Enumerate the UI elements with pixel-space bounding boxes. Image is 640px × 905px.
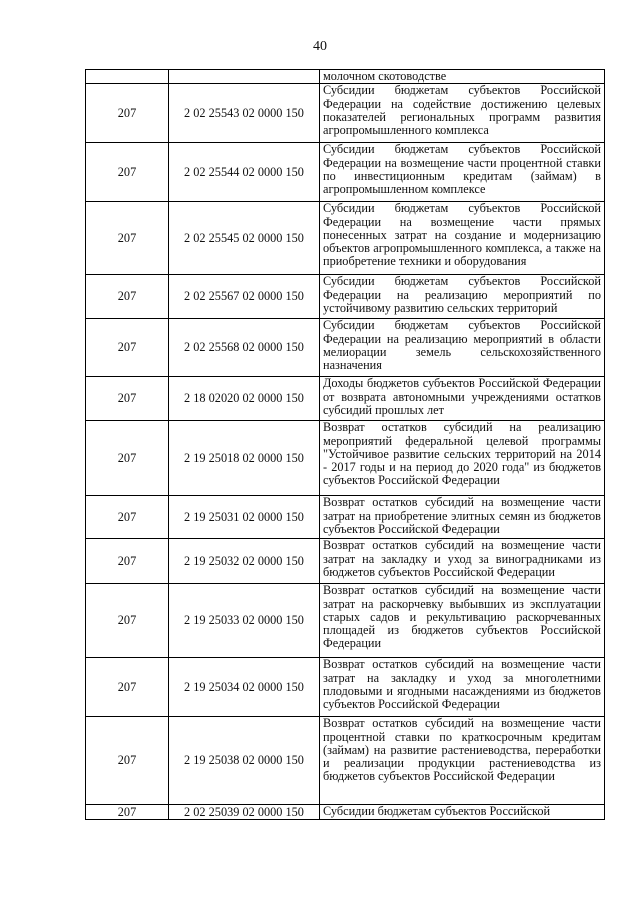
table-row [86,584,605,658]
revenue-name-cell: Возврат остатков субсидий на возмещение части затрат на раскорчевку выбывших из эксплуатации старых садов и рекультивацию раскорчеванных площадей из бюджетов субъектов Российской Федерации [320,584,605,658]
admin-code-cell: 207 [86,658,169,717]
table-row [86,377,605,421]
revenue-code-cell: 2 19 25033 02 0000 150 [169,584,320,658]
admin-code-cell: 207 [86,584,169,658]
admin-code-cell: 207 [86,717,169,805]
admin-code-cell: 207 [86,539,169,584]
revenue-code-cell [169,70,320,84]
table-row [86,70,605,84]
admin-code-cell: 207 [86,377,169,421]
revenue-code-cell: 2 19 25018 02 0000 150 [169,421,320,496]
revenue-code-cell: 2 19 25038 02 0000 150 [169,717,320,805]
table-row [86,496,605,539]
revenue-code-cell: 2 02 25568 02 0000 150 [169,319,320,377]
table-row [86,717,605,805]
revenue-code-cell: 2 19 25031 02 0000 150 [169,496,320,539]
revenue-code-cell: 2 02 25039 02 0000 150 [169,805,320,820]
table-row [86,421,605,496]
page-number: 40 [313,39,327,54]
revenue-name-cell: Возврат остатков субсидий на реализацию мероприятий федеральной целевой программы "Устойчивое развитие сельских территорий на 2014 - 2017 годы и на период до 2020 года" из бюджетов субъектов Российской Федерации [320,421,605,496]
admin-code-cell [86,70,169,84]
table-row [86,275,605,319]
revenue-name-cell: Субсидии бюджетам субъектов Российской Федерации на реализацию мероприятий по устойчивому развитию сельских территорий [320,275,605,319]
admin-code-cell: 207 [86,143,169,202]
table-row [86,319,605,377]
revenue-code-cell: 2 19 25032 02 0000 150 [169,539,320,584]
table-row [86,539,605,584]
revenue-name-cell: молочном скотоводстве [320,70,605,84]
admin-code-cell: 207 [86,202,169,275]
admin-code-cell: 207 [86,319,169,377]
revenue-name-cell: Субсидии бюджетам субъектов Российской Федерации на возмещение части прямых понесенных затрат на создание и модернизацию объектов агропромышленного комплекса, а также на приобретение техники и оборудования [320,202,605,275]
table-row [86,143,605,202]
revenue-code-cell: 2 02 25545 02 0000 150 [169,202,320,275]
revenue-name-cell: Субсидии бюджетам субъектов Российской Федерации на реализацию мероприятий в области мелиорации земель сельскохозяйственного назначения [320,319,605,377]
admin-code-cell: 207 [86,421,169,496]
admin-code-cell: 207 [86,496,169,539]
revenue-name-cell: Возврат остатков субсидий на возмещение части затрат на приобретение элитных семян из бюджетов субъектов Российской Федерации [320,496,605,539]
revenue-code-cell: 2 02 25567 02 0000 150 [169,275,320,319]
table-row [86,805,605,820]
admin-code-cell: 207 [86,84,169,143]
revenue-codes-table [85,69,605,820]
table-row [86,202,605,275]
revenue-name-cell: Доходы бюджетов субъектов Российской Федерации от возврата автономными учреждениями остатков субсидий прошлых лет [320,377,605,421]
revenue-code-cell: 2 02 25543 02 0000 150 [169,84,320,143]
table-row [86,658,605,717]
revenue-code-cell: 2 02 25544 02 0000 150 [169,143,320,202]
revenue-name-cell: Субсидии бюджетам субъектов Российской [320,805,605,820]
revenue-code-cell: 2 18 02020 02 0000 150 [169,377,320,421]
table-row [86,84,605,143]
revenue-name-cell: Субсидии бюджетам субъектов Российской Федерации на содействие достижению целевых показателей региональных программ развития агропромышленного комплекса [320,84,605,143]
revenue-name-cell: Субсидии бюджетам субъектов Российской Федерации на возмещение части процентной ставки по инвестиционным кредитам (займам) в агропромышленном комплексе [320,143,605,202]
revenue-name-cell: Возврат остатков субсидий на возмещение части затрат на закладку и уход за виноградниками из бюджетов субъектов Российской Федерации [320,539,605,584]
revenue-code-cell: 2 19 25034 02 0000 150 [169,658,320,717]
admin-code-cell: 207 [86,805,169,820]
admin-code-cell: 207 [86,275,169,319]
revenue-name-cell: Возврат остатков субсидий на возмещение части процентной ставки по краткосрочным кредитам (займам) на развитие растениеводства, переработки и реализации продукции растениеводства из бюджетов субъектов Российской Федерации [320,717,605,805]
revenue-name-cell: Возврат остатков субсидий на возмещение части затрат на закладку и уход за многолетними плодовыми и ягодными насаждениями из бюджетов субъектов Российской Федерации [320,658,605,717]
